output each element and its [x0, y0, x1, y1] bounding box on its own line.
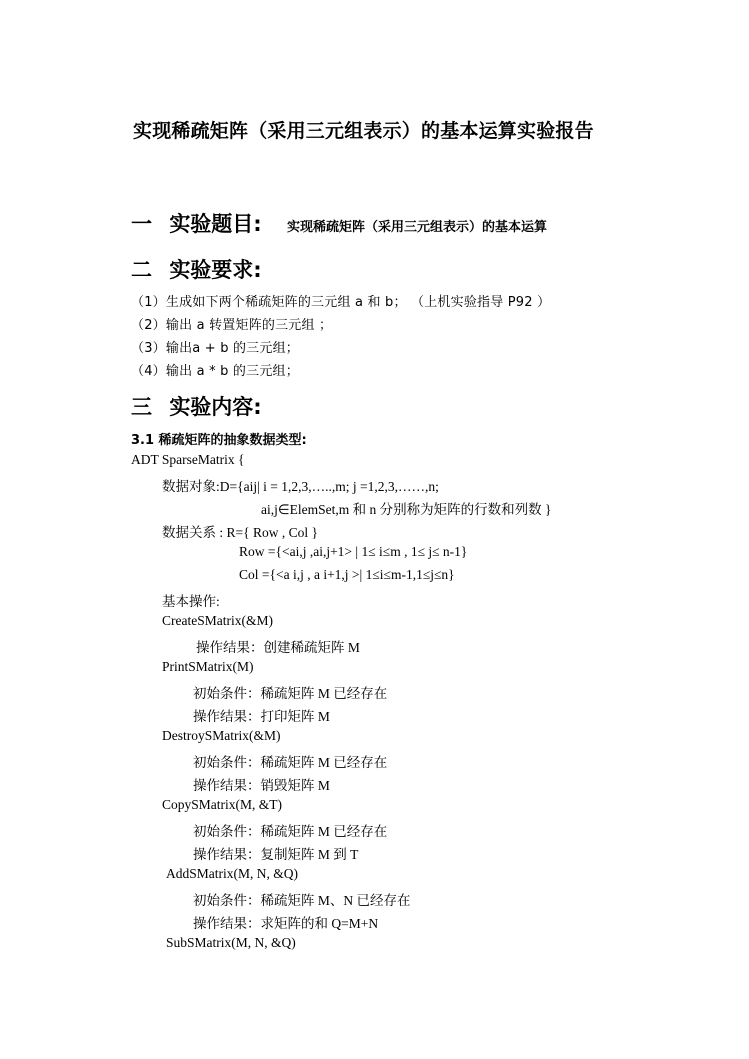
section1-heading-row [131, 208, 547, 238]
adt-line: CopySMatrix(M, &T) [162, 797, 282, 812]
section1-content: 实现稀疏矩阵（采用三元组表示）的基本运算 [287, 220, 548, 235]
adt-line: SubSMatrix(M, N, &Q) [166, 935, 296, 950]
adt-line: 操作结果：打印矩阵 M [193, 709, 330, 724]
document-title: 实现稀疏矩阵（采用三元组表示）的基本运算实验报告 [133, 120, 594, 142]
adt-line: Row ={<ai,j ,ai,j+1> | 1≤ i≤m , 1≤ j≤ n-1} [239, 544, 468, 559]
adt-line: 数据关系 : R={ Row , Col } [162, 525, 318, 540]
requirement-item: （1）生成如下两个稀疏矩阵的三元组 a 和 b； （上机实验指导 P92 ） [131, 295, 551, 310]
section2-heading-row [131, 254, 262, 284]
adt-line: 初始条件：稀疏矩阵 M 已经存在 [193, 824, 388, 839]
adt-line: PrintSMatrix(M) [162, 659, 254, 674]
requirement-item: （2）输出 a 转置矩阵的三元组 ； [131, 318, 333, 333]
adt-line: ai,j∈ElemSet,m 和 n 分别称为矩阵的行数和列数 } [261, 502, 552, 517]
adt-line: Col ={<a i,j , a i+1,j >| 1≤i≤m-1,1≤j≤n} [239, 567, 455, 582]
section2-heading: 实验要求: [169, 258, 262, 282]
adt-line: AddSMatrix(M, N, &Q) [166, 866, 298, 881]
adt-line: 初始条件：稀疏矩阵 M、N 已经存在 [193, 893, 411, 908]
adt-line: 操作结果：创建稀疏矩阵 M [196, 640, 360, 655]
adt-line: 初始条件：稀疏矩阵 M 已经存在 [193, 755, 388, 770]
subsection-heading: 3.1 稀疏矩阵的抽象数据类型: [131, 433, 307, 448]
section2-number: 二 [131, 258, 152, 282]
adt-line: ADT SparseMatrix { [131, 452, 245, 467]
requirement-item: （4）输出 a * b 的三元组； [131, 364, 299, 379]
section3-heading: 实验内容: [169, 395, 262, 419]
section3-number: 三 [131, 395, 152, 419]
requirement-item: （3）输出a + b 的三元组； [131, 341, 299, 356]
section1-number: 一 [131, 212, 152, 236]
adt-line: 操作结果：求矩阵的和 Q=M+N [193, 916, 379, 931]
section1-heading: 实验题目: [169, 212, 262, 236]
adt-line: 初始条件：稀疏矩阵 M 已经存在 [193, 686, 388, 701]
adt-line: 操作结果：复制矩阵 M 到 T [193, 847, 359, 862]
section3-heading-row [131, 391, 262, 421]
adt-line: 操作结果：销毁矩阵 M [193, 778, 330, 793]
adt-line: 数据对象:D={aij| i = 1,2,3,…..,m; j =1,2,3,……,n; [162, 479, 439, 494]
adt-line: DestroySMatrix(&M) [162, 728, 281, 743]
adt-line: CreateSMatrix(&M) [162, 613, 273, 628]
adt-line: 基本操作: [162, 594, 220, 609]
